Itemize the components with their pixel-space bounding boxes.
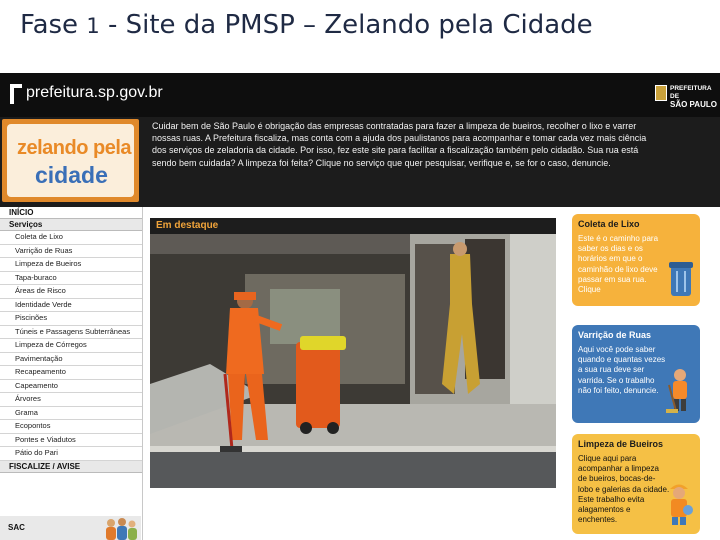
hero-banner [0,117,720,207]
sidebar-item-limpeza-de-bueiros[interactable]: Limpeza de Bueiros [0,258,142,272]
website-screenshot [0,70,720,540]
sac-label: SAC [8,523,25,532]
zelando-logo-line2: cidade [35,162,108,188]
card-body: Aqui você pode saber quando e quantas vezes a sua rua deve ser varrida. Se o trabalho não foi feito, denuncie. [578,345,666,395]
sidebar-item-patio-do-pari[interactable]: Pátio do Pari [0,447,142,461]
sidebar-item-arvores[interactable]: Árvores [0,393,142,407]
featured-header [150,218,556,234]
people-icon [100,516,140,540]
sweeper-icon [664,367,694,415]
featured-photo[interactable] [150,234,556,488]
brand-name[interactable] [670,85,720,109]
card-title: Coleta de Lixo [578,219,640,229]
site-logo-text[interactable]: prefeitura.sp.gov.br [26,84,163,101]
sidebar-item-grama[interactable]: Grama [0,407,142,421]
nav-home[interactable]: INÍCIO [0,207,142,219]
sidebar-item-limpeza-de-corregos[interactable]: Limpeza de Córregos [0,339,142,353]
featured-label: Em destaque [156,220,219,231]
city-crest-icon [655,85,667,101]
card-limpeza-de-bueiros[interactable] [572,434,700,534]
sidebar-item-areas-de-risco[interactable]: Áreas de Risco [0,285,142,299]
sidebar-nav [0,207,143,540]
nav-services-header: Serviços [0,219,142,231]
slide-title [20,10,593,40]
zelando-logo-card [7,124,134,197]
slide-title-number: 1 [86,14,100,38]
card-body: Clique aqui para acompanhar a limpeza de bueiros, bocas-de-lobo e galerias da cidade. Este trabalho evita alagamentos e enchentes. [578,454,670,525]
card-title: Varrição de Ruas [578,330,652,340]
sidebar-item-piscinoes[interactable]: Piscinões [0,312,142,326]
card-title: Limpeza de Bueiros [578,439,664,449]
brand-line-2: SÃO PAULO [670,100,717,109]
nav-fiscalize[interactable]: FISCALIZE / AVISE [0,461,142,473]
prefeitura-logo-icon[interactable] [8,81,24,107]
worker-icon [664,480,694,526]
slide-title-main: Fase [20,10,79,40]
card-varricao-de-ruas[interactable] [572,325,700,423]
sidebar-item-coleta-de-lixo[interactable]: Coleta de Lixo [0,231,142,245]
sidebar-item-tuneis[interactable]: Túneis e Passagens Subterrâneas [0,326,142,340]
card-coleta-de-lixo[interactable] [572,214,700,306]
slide-title-rest: - Site da PMSP – Zelando pela Cidade [107,10,593,40]
sidebar-item-identidade-verde[interactable]: Identidade Verde [0,299,142,313]
services-list [0,231,142,461]
zelando-logo[interactable] [2,119,139,202]
sidebar-item-varricao-de-ruas[interactable]: Varrição de Ruas [0,245,142,259]
trash-bin-icon [668,258,694,298]
sac-section[interactable] [0,516,141,540]
intro-text: Cuidar bem de São Paulo é obrigação das empresas contratadas para fazer a limpeza de bueiros, recolher o lixo e varrer nossas ruas. A Prefeitura fiscaliza, mas conta com a ajuda dos paulistanos para acompanhar e tomar cada vez mais ciência dos serviços de zeladoria da cidade. Por isso, fez este site para facilitar a fiscalização também pelo cidadão. Sua rua está sendo bem cuidada? A limpeza foi feita? Clique no serviço que quer pesquisar, verifique e, se for o caso, denuncie. [152,121,647,168]
brand-line-1: PREFEITURA DE [670,85,712,100]
sidebar-item-recapeamento[interactable]: Recapeamento [0,366,142,380]
sidebar-item-capeamento[interactable]: Capeamento [0,380,142,394]
zelando-logo-line1: zelando pela [17,137,132,159]
card-body: Este é o caminho para saber os dias e os horários em que o caminhão de lixo deve passar em sua rua. Clique [578,234,659,295]
sidebar-item-pontes-e-viadutos[interactable]: Pontes e Viadutos [0,434,142,448]
sidebar-item-tapa-buraco[interactable]: Tapa-buraco [0,272,142,286]
sidebar-item-ecopontos[interactable]: Ecopontos [0,420,142,434]
sidebar-item-pavimentacao[interactable]: Pavimentação [0,353,142,367]
top-bar [0,73,720,117]
